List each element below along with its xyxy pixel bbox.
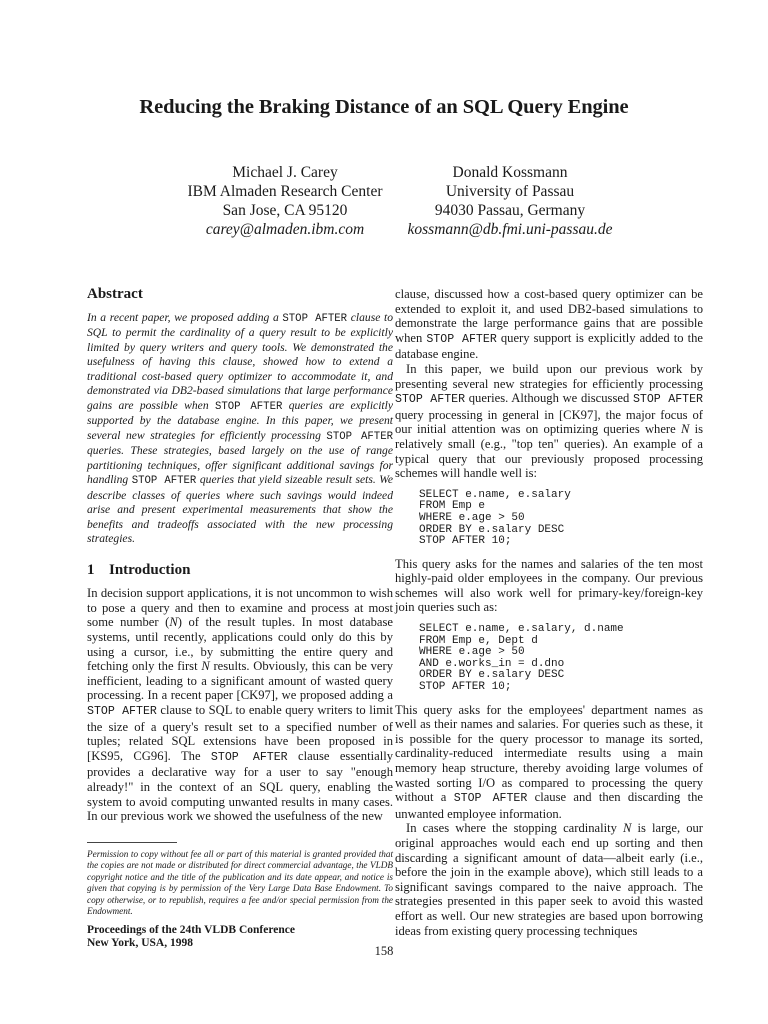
abstract-heading: Abstract	[87, 286, 143, 302]
paper-title: Reducing the Braking Distance of an SQL Query Engine	[139, 96, 629, 118]
paragraph: This query asks for the employees' department names as well as their names and salaries. For queries such as these, it is possible for the query processor to manage its sorted, cardinality-reduced intermediate results using a main memory heap structure, thereby avoiding large volumes of wasted sorting I/O as compared to processing the query without a STOP AFTER clause and then discarding the unwanted employee information.	[395, 702, 704, 821]
paragraph: This query asks for the names and salaries of the ten most highly-paid older employees in the company. Our previous schemes will also work well for primary-key/foreign-key join queries such as:	[395, 556, 703, 615]
right-column	[395, 287, 703, 938]
author-address: 94030 Passau, Germany	[434, 202, 586, 219]
footnote-divider	[87, 842, 177, 843]
author-affiliation: University of Passau	[445, 183, 575, 200]
author-address: San Jose, CA 95120	[222, 202, 348, 219]
author-name: Donald Kossmann	[452, 164, 568, 181]
sql-code-example-2: SELECT e.name, e.salary, d.name FROM Emp e, Dept d WHERE e.age > 50 AND e.works_in = d.dno ORDER BY e.salary DESC STOP AFTER 10;	[419, 623, 624, 694]
paragraph: In cases where the stopping cardinality N is large, our original approaches would each end up sorting and then discarding a significant amount of data—albeit early (i.e., before the join in the example above), which still leads to a significant savings compared to the naive approach. The strategies presented in this paper seek to avoid this wasted effort as well. Our new strategies are based upon borrowing ideas from existing query processing techniques	[395, 821, 703, 938]
sql-code-example-1: SELECT e.name, e.salary FROM Emp e WHERE e.age > 50 ORDER BY e.salary DESC STOP AFTER 10;	[419, 488, 571, 548]
author-block-2	[380, 163, 640, 239]
section-heading-introduction: 1 Introduction	[87, 561, 191, 578]
author-email: kossmann@db.fmi.uni-passau.de	[407, 221, 613, 238]
author-affiliation: IBM Almaden Research Center	[187, 183, 383, 200]
abstract-text: In a recent paper, we proposed adding a STOP AFTER clause to SQL to permit the cardinality of a query result to be explicitly limited by query writers and query tools. We demonstrated the usefulness of having this clause, showed how to extend a traditional cost-based query optimizer to accommodate it, and demonstrated via DB2-based simulations that large performance gains are possible when STOP AFTER queries are explicitly supported by the database engine. In this paper, we present several new strategies for efficiently processing STOP AFTER queries. These strategies, based largely on the use of range partitioning techniques, offer significant additional savings for handling STOP AFTER queries that yield sizeable result sets. We describe classes of queries where such savings would indeed arise and present experimental measurements that show the benefits and tradeoffs associated with the new processing strategies.	[87, 310, 394, 546]
author-name: Michael J. Carey	[232, 164, 338, 181]
page-number: 158	[374, 944, 394, 958]
author-email: carey@almaden.ibm.com	[205, 221, 365, 238]
copyright-footnote: Permission to copy without fee all or part of this material is granted provided that the copies are not made or distributed for direct commercial advantage, the VLDB copyright notice and the title of the publication and its date appear, and notice is given that copying is by permission of the Very Large Data Base Endowment. To copy otherwise, or to republish, requires a fee and/or special permission from the Endowment.	[87, 848, 393, 917]
author-block-1	[165, 163, 405, 239]
paragraph: clause, discussed how a cost-based query optimizer can be extended to exploit it, and used DB2-based simulations to demonstrate the large performance gains that are possible when STOP AFTER query support is explicitly added to the database engine.	[395, 287, 703, 362]
paragraph: In this paper, we build upon our previous work by presenting several new strategies for efficiently processing STOP AFTER queries. Although we discussed STOP AFTER query processing in general in [CK97], the major focus of our initial attention was on optimizing queries where N is relatively small (e.g., "top ten" queries). An example of a typical query that our previously proposed processing schemes will handle well is:	[395, 361, 703, 481]
proceedings-line: Proceedings of the 24th VLDB Conference New York, USA, 1998	[87, 923, 295, 950]
left-column	[87, 287, 393, 951]
intro-paragraph: In decision support applications, it is not uncommon to wish to pose a query and then to examine and process at most some number (N) of the result tuples. In most database systems, until recently, applications could only do this by using a cursor, i.e., by submitting the entire query and fetching only the first N results. Obviously, this can be very inefficient, leading to a significant amount of wasted query processing. In a recent paper [CK97], we proposed adding a STOP AFTER clause to SQL to enable query writers to limit the size of a query's result set to a specified number of tuples; related SQL extensions have been proposed in [KS95, CG96]. The STOP AFTER clause essentially provides a declarative way for a user to say "enough already!" in the context of an SQL query, enabling the system to avoid computing unwanted results in many cases. In our previous work we showed the usefulness of the new	[87, 586, 394, 824]
